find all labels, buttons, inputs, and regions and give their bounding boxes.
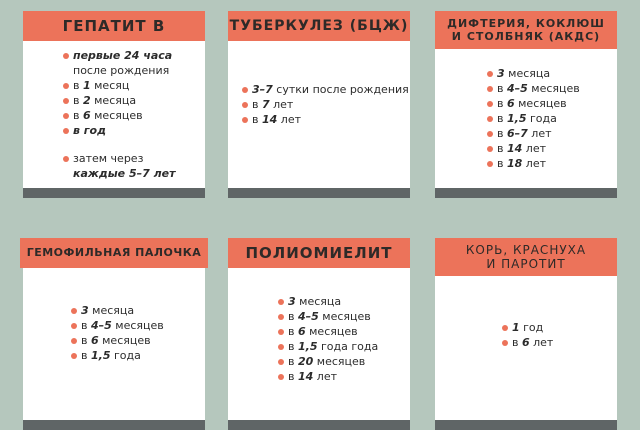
list-item-text xyxy=(73,108,143,123)
list-item-text xyxy=(497,126,552,141)
emphasis-text: 6–7 xyxy=(506,127,528,140)
plain-text: месяцев xyxy=(318,310,371,323)
bullet-icon xyxy=(63,83,69,89)
list-item xyxy=(71,318,164,333)
card-list xyxy=(487,66,580,171)
emphasis-text: 6 xyxy=(506,97,515,110)
list-item xyxy=(63,166,176,181)
card-title-poliomyelitis xyxy=(228,238,410,268)
plain-text: в xyxy=(252,98,262,111)
emphasis-text: 1,5 xyxy=(506,112,527,125)
emphasis-text: 6 xyxy=(521,336,530,349)
list-item xyxy=(487,141,580,156)
list-item xyxy=(278,294,378,309)
card-title-hepatitis-b xyxy=(23,11,205,41)
list-item xyxy=(487,156,580,171)
bullet-icon xyxy=(63,98,69,104)
emphasis-text: 18 xyxy=(506,157,523,170)
emphasis-text: 6 xyxy=(297,325,306,338)
plain-text: месяцев xyxy=(313,355,366,368)
bullet-icon xyxy=(278,344,284,350)
emphasis-text: 1 xyxy=(82,79,91,92)
list-item-text xyxy=(252,82,409,97)
list-item-text xyxy=(81,318,164,333)
bullet-icon xyxy=(278,299,284,305)
list-item xyxy=(487,66,580,81)
plain-text: лет xyxy=(529,336,554,349)
card-title-line: И ПАРОТИТ xyxy=(486,257,566,271)
plain-text: в xyxy=(497,127,507,140)
emphasis-text: 7 xyxy=(261,98,270,111)
plain-text: месяца xyxy=(504,67,551,80)
bullet-icon xyxy=(242,102,248,108)
list-item-text xyxy=(73,78,129,93)
bullet-icon xyxy=(71,323,77,329)
plain-text: в xyxy=(73,79,83,92)
list-item xyxy=(278,369,378,384)
list-item xyxy=(63,78,176,93)
card-title-line: ДИФТЕРИЯ, КОКЛЮШ xyxy=(447,16,605,30)
plain-text: года xyxy=(110,349,141,362)
list-item xyxy=(242,97,409,112)
card-title-diphtheria xyxy=(435,11,617,49)
emphasis-text: 4–5 xyxy=(297,310,319,323)
bullet-icon xyxy=(242,87,248,93)
emphasis-text: первые 24 часа xyxy=(73,49,173,62)
card-title-line: КОРЬ, КРАСНУХА xyxy=(465,242,587,257)
emphasis-text: 6 xyxy=(90,334,99,347)
list-item xyxy=(487,111,580,126)
bullet-icon xyxy=(487,101,493,107)
plain-text: месяцев xyxy=(111,319,164,332)
card-list xyxy=(242,82,409,127)
bullet-icon xyxy=(63,53,69,59)
list-item-text xyxy=(73,63,169,78)
card-title-tuberculosis xyxy=(228,11,410,41)
list-item xyxy=(63,48,176,63)
card-title-measles xyxy=(435,238,617,276)
bullet-icon xyxy=(63,156,69,162)
card-list xyxy=(278,294,378,384)
list-item-text xyxy=(497,141,546,156)
bullet-icon xyxy=(63,113,69,119)
card-title-line: И СТОЛБНЯК (АКДС) xyxy=(451,30,601,43)
emphasis-text: 3 xyxy=(81,304,89,317)
card-title-line: ПОЛИОМИЕЛИТ xyxy=(245,244,393,262)
list-item xyxy=(242,112,409,127)
plain-text: в xyxy=(73,94,83,107)
plain-text: лет xyxy=(277,113,301,126)
list-item-text xyxy=(81,333,151,348)
plain-text: в xyxy=(288,370,298,383)
list-item xyxy=(278,354,378,369)
plain-text: год xyxy=(519,321,544,334)
bullet-icon xyxy=(71,353,77,359)
card-title-line: ГЕПАТИТ В xyxy=(62,17,166,35)
card-title-haemophilus xyxy=(20,238,208,268)
list-item xyxy=(71,333,164,348)
plain-text: в xyxy=(288,340,298,353)
list-item-text xyxy=(252,112,301,127)
bullet-icon xyxy=(63,128,69,134)
list-item xyxy=(278,339,378,354)
bullet-icon xyxy=(487,86,493,92)
plain-text: в xyxy=(288,325,298,338)
plain-text: в xyxy=(288,355,298,368)
emphasis-text: 2 xyxy=(82,94,91,107)
card-title-line: ТУБЕРКУЛЕЗ (БЦЖ) xyxy=(229,17,409,34)
plain-text: после рождения xyxy=(73,64,170,77)
plain-text: в xyxy=(81,334,91,347)
emphasis-text: 3 xyxy=(288,295,296,308)
list-item-text xyxy=(73,48,172,63)
plain-text: месяца xyxy=(88,304,135,317)
bullet-icon xyxy=(242,117,248,123)
bullet-icon xyxy=(278,314,284,320)
emphasis-text: 20 xyxy=(297,355,314,368)
bullet-icon xyxy=(71,308,77,314)
list-item xyxy=(63,63,176,78)
plain-text: месяца xyxy=(295,295,342,308)
plain-text: в xyxy=(497,112,507,125)
bullet-icon xyxy=(487,116,493,122)
plain-text: месяцев xyxy=(527,82,580,95)
plain-text: месяцев xyxy=(90,109,143,122)
card-list xyxy=(71,303,164,363)
plain-text: месяца xyxy=(90,94,137,107)
plain-text: в xyxy=(497,97,507,110)
list-item-text xyxy=(288,324,358,339)
list-item-text xyxy=(73,151,143,166)
plain-text: в xyxy=(497,142,507,155)
plain-text: в xyxy=(497,157,507,170)
plain-text: в xyxy=(73,109,83,122)
card-title-line: ГЕМОФИЛЬНАЯ ПАЛОЧКА xyxy=(26,246,202,260)
bullet-icon xyxy=(487,161,493,167)
bullet-icon xyxy=(487,131,493,137)
list-item-text xyxy=(288,294,341,309)
bullet-icon xyxy=(278,329,284,335)
bullet-icon xyxy=(278,359,284,365)
bullet-icon xyxy=(502,325,508,331)
list-item xyxy=(63,151,176,166)
emphasis-text: 6 xyxy=(82,109,91,122)
plain-text: в xyxy=(81,349,91,362)
plain-text: месяцев xyxy=(98,334,151,347)
list-item xyxy=(502,335,553,350)
emphasis-text: каждые 5–7 лет xyxy=(73,167,176,180)
plain-text: лет xyxy=(269,98,294,111)
list-item-text xyxy=(497,81,580,96)
list-item xyxy=(487,96,580,111)
list-item xyxy=(487,126,580,141)
emphasis-text: 3 xyxy=(497,67,505,80)
list-item-text xyxy=(497,66,550,81)
list-item-text xyxy=(288,309,371,324)
emphasis-text: 4–5 xyxy=(506,82,528,95)
list-item-text xyxy=(288,354,365,369)
list-item-text xyxy=(497,156,546,171)
list-item xyxy=(63,123,176,138)
plain-text: года xyxy=(526,112,557,125)
plain-text: в xyxy=(288,310,298,323)
emphasis-text: 1,5 xyxy=(90,349,111,362)
list-item xyxy=(63,93,176,108)
plain-text: лет xyxy=(527,127,552,140)
list-item-text xyxy=(497,96,567,111)
emphasis-text: 14 xyxy=(261,113,278,126)
emphasis-text: 14 xyxy=(506,142,523,155)
list-item-text xyxy=(288,369,337,384)
list-item-text xyxy=(73,166,176,181)
plain-text: лет xyxy=(522,142,546,155)
list-item xyxy=(71,303,164,318)
bullet-icon xyxy=(71,338,77,344)
emphasis-text: 14 xyxy=(297,370,314,383)
list-item-text xyxy=(512,320,543,335)
list-item-text xyxy=(497,111,557,126)
list-item xyxy=(278,309,378,324)
bullet-icon xyxy=(278,374,284,380)
emphasis-text: 4–5 xyxy=(90,319,112,332)
emphasis-text: в год xyxy=(73,124,106,137)
plain-text: в xyxy=(497,82,507,95)
emphasis-text: 1 xyxy=(512,321,520,334)
bullet-icon xyxy=(502,340,508,346)
list-item xyxy=(278,324,378,339)
plain-text: месяц xyxy=(90,79,130,92)
plain-text: месяцев xyxy=(514,97,567,110)
plain-text: сутки после рождения xyxy=(272,83,409,96)
plain-text: лет xyxy=(313,370,337,383)
list-item-text xyxy=(81,348,141,363)
plain-text: месяцев xyxy=(305,325,358,338)
list-item-text xyxy=(73,123,106,138)
card-list xyxy=(502,320,553,350)
emphasis-text: 3–7 xyxy=(252,83,273,96)
plain-text: в xyxy=(81,319,91,332)
card-list xyxy=(63,48,176,181)
list-item-text xyxy=(81,303,134,318)
plain-text: в xyxy=(512,336,522,349)
list-item xyxy=(487,81,580,96)
bullet-icon xyxy=(487,71,493,77)
list-item xyxy=(71,348,164,363)
list-item-text xyxy=(512,335,553,350)
bullet-icon xyxy=(487,146,493,152)
list-item-text xyxy=(288,339,378,354)
plain-text: года года xyxy=(317,340,379,353)
plain-text: лет xyxy=(522,157,546,170)
emphasis-text: 1,5 xyxy=(297,340,318,353)
list-item-text xyxy=(252,97,293,112)
plain-text: в xyxy=(252,113,262,126)
list-item xyxy=(242,82,409,97)
list-gap xyxy=(63,138,176,151)
list-item xyxy=(502,320,553,335)
list-item xyxy=(63,108,176,123)
list-item-text xyxy=(73,93,136,108)
plain-text: затем через xyxy=(73,152,144,165)
